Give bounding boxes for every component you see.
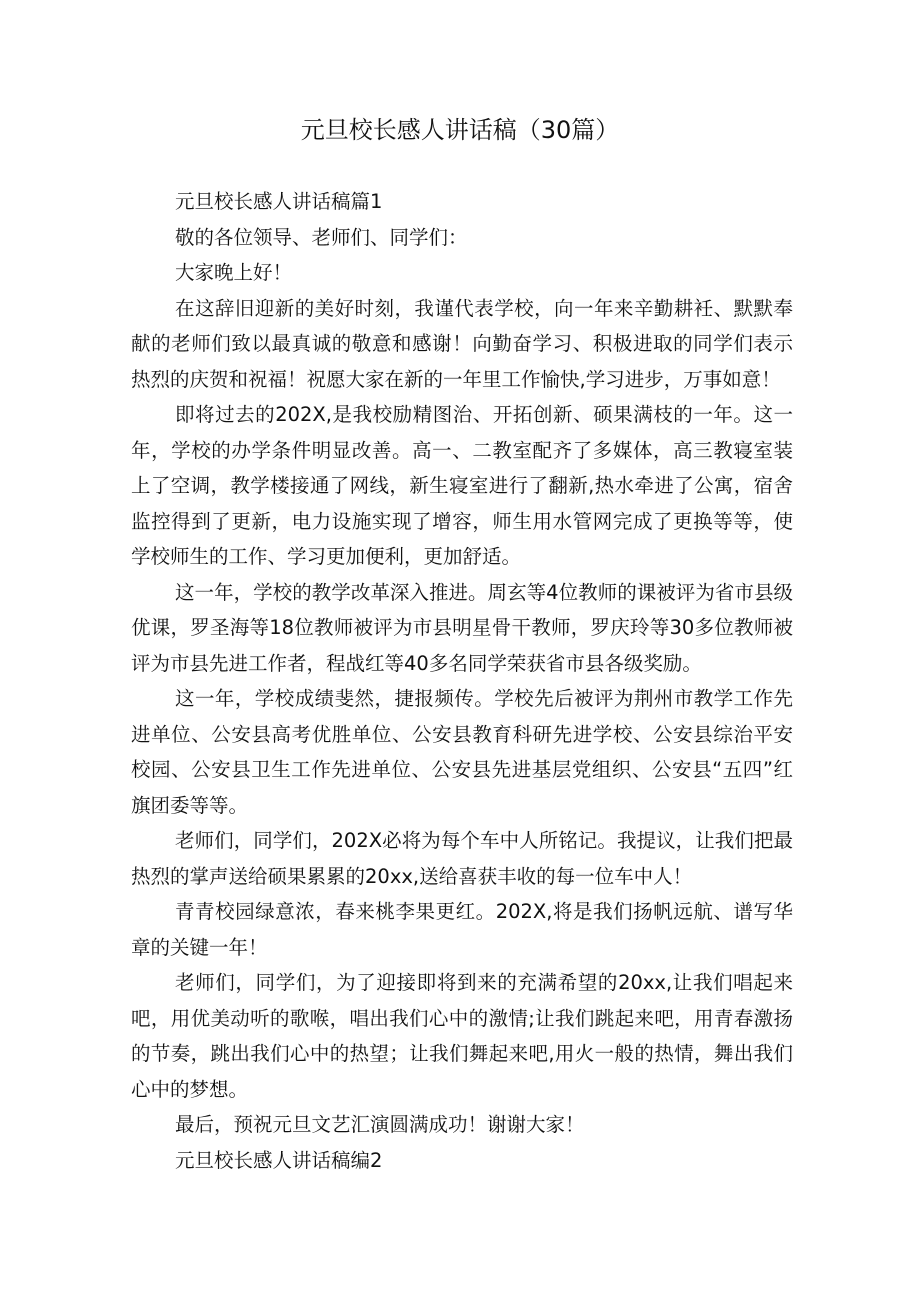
body-paragraph: 老师们，同学们，为了迎接即将到来的充满希望的20xx,让我们唱起来吧，用优美动听的歌喉，唱出我们心中的激情;让我们跳起来吧，用青春激扬的节奏，跳出我们心中的热望；让我们舞起来吧,用火一般的热情，舞出我们心中的梦想。 (131, 971, 793, 1101)
body-paragraph: 这一年，学校成绩斐然，捷报频传。学校先后被评为荆州市教学工作先进单位、公安县高考优胜单位、公安县教育科研先进学校、公安县综治平安校园、公安县卫生工作先进单位、公安县先进基层党组织、公安县“五四”红旗团委等等。 (131, 687, 793, 817)
body-paragraph: 即将过去的202X,是我校励精图治、开拓创新、硕果满枝的一年。这一年，学校的办学条件明显改善。高一、二教室配齐了多媒体，高三教寝室装上了空调，教学楼接通了网线，新生寝室进行了翻新,热水牵进了公寓，宿舍监控得到了更新，电力设施实现了增容，师生用水管网完成了更换等等，使学校师生的工作、学习更加便利，更加舒适。 (131, 403, 793, 568)
document-body (131, 184, 793, 1178)
body-paragraph: 在这辞旧迎新的美好时刻，我谨代表学校，向一年来辛勤耕衽、默默奉献的老师们致以最真诚的敬意和感谢！向勤奋学习、积极进取的同学们表示热烈的庆贺和祝福！祝愿大家在新的一年里工作愉快,学习进步，万事如意！ (131, 296, 793, 391)
section-heading: 元旦校长感人讲话稿编2 (175, 1148, 383, 1172)
document-title: 元旦校长感人讲话稿（30篇） (300, 116, 620, 144)
body-paragraph: 青青校园绿意浓，春来桃李果更红。202X,将是我们扬帆远航、谱写华章的关键一年！ (131, 900, 793, 959)
body-paragraph: 这一年，学校的教学改革深入推进。周玄等4位教师的课被评为省市县级优课，罗圣海等18位教师被评为市县明星骨干教师，罗庆玲等30多位教师被评为市县先进工作者，程战红等40多名同学荣获省市县各级奖励。 (131, 580, 793, 675)
closing-paragraph: 最后，预祝元旦文艺汇演圆满成功！谢谢大家！ (175, 1113, 585, 1136)
salutation: 敬的各位领导、老师们、同学们： (175, 225, 468, 249)
section-heading: 元旦校长感人讲话稿篇1 (175, 190, 383, 213)
body-paragraph: 老师们，同学们，202X必将为每个车中人所铭记。我提议，让我们把最热烈的掌声送给硕果累累的20xx,送给喜获丰收的每一位车中人！ (131, 829, 793, 888)
greeting: 大家晚上好！ (175, 261, 293, 284)
